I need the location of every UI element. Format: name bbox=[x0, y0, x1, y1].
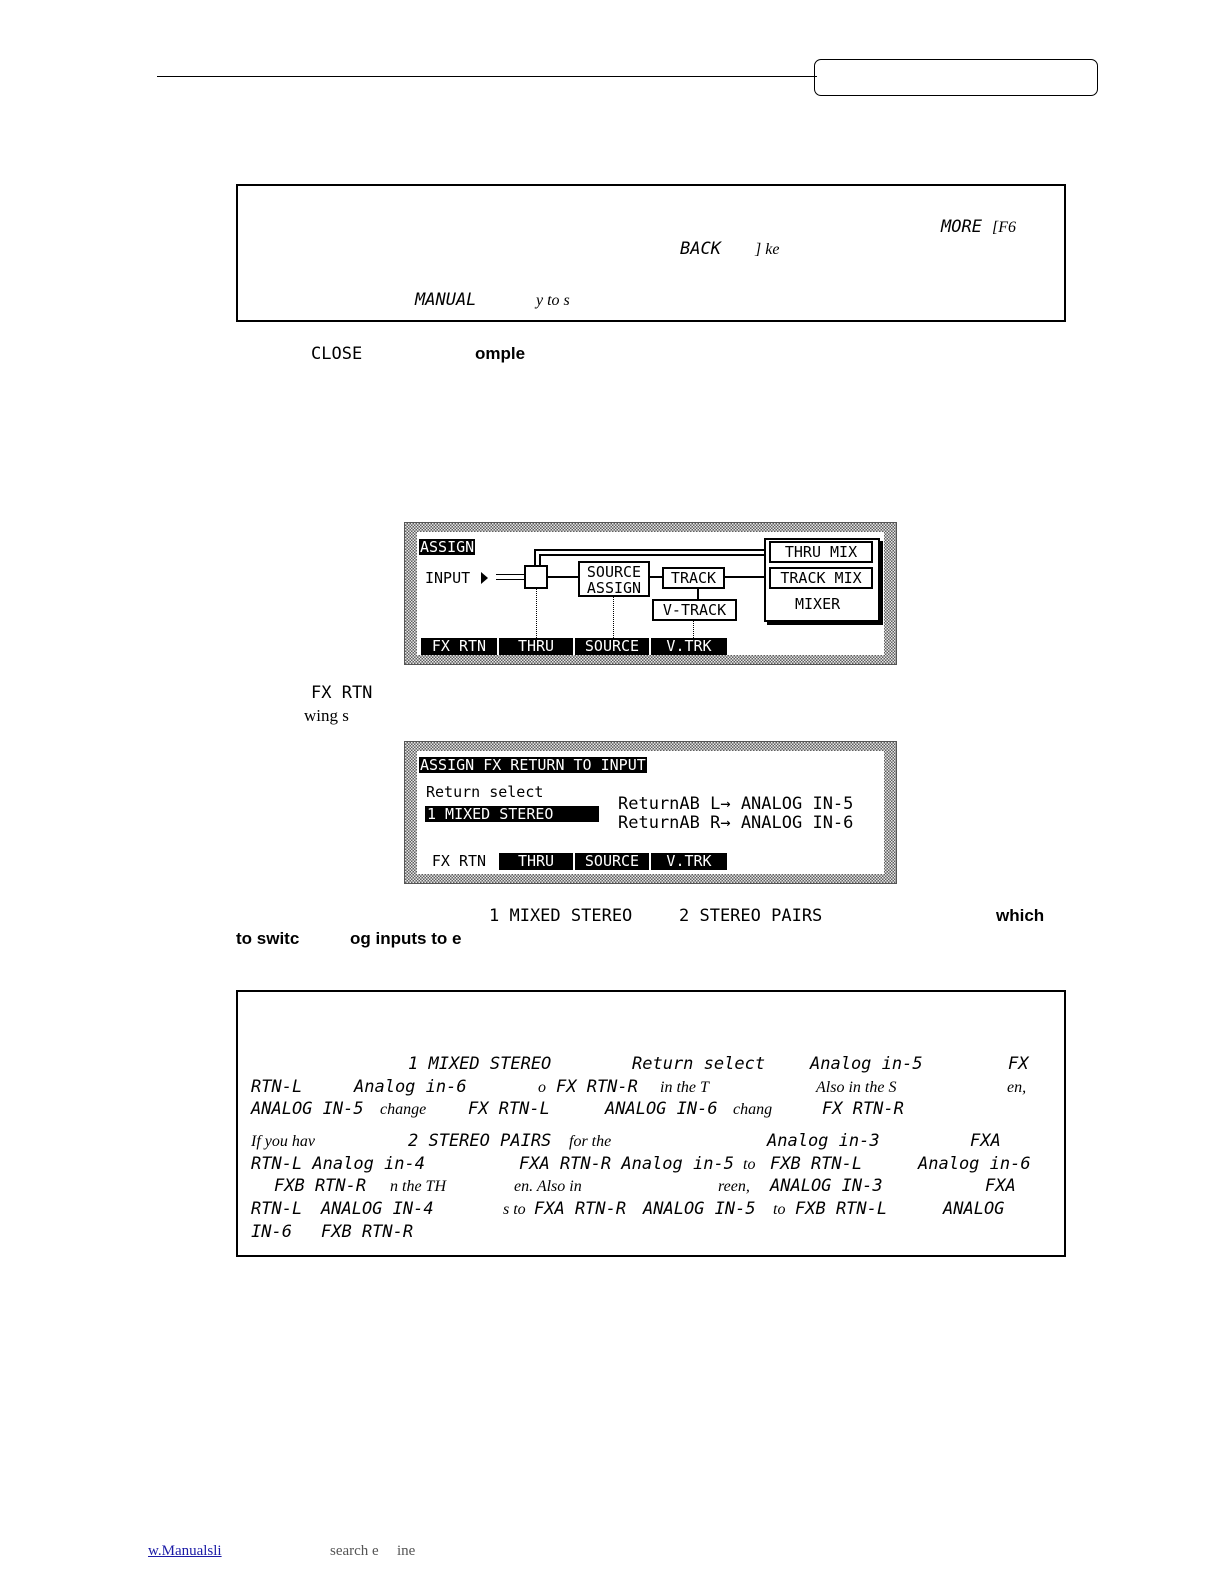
footer-link[interactable]: w.Manualsli bbox=[148, 1543, 222, 1559]
n2-ANALOG-IN6: ANALOG IN-6 bbox=[605, 1099, 718, 1119]
n2-analog-in5: Analog in-5 bbox=[810, 1054, 923, 1074]
lcd-title: ASSIGN bbox=[420, 538, 475, 556]
input-arrow-icon bbox=[481, 572, 488, 584]
n2-s-to: s to bbox=[503, 1201, 526, 1218]
n2-fx-rtn-r: FX RTN-R bbox=[556, 1077, 638, 1097]
footer-search: search e bbox=[330, 1543, 379, 1559]
return-select-label: Return select bbox=[426, 783, 544, 801]
n2-ANALOG-IN3: ANALOG IN-3 bbox=[770, 1176, 883, 1196]
vtrack-label: V-TRACK bbox=[662, 601, 727, 619]
wire bbox=[539, 554, 766, 556]
n2-analog-in6: Analog in-6 bbox=[354, 1077, 467, 1097]
fx-rtn-key: FX RTN bbox=[311, 683, 373, 703]
tab-thru[interactable]: THRU bbox=[499, 638, 573, 655]
n2-ANALOG-IN5: ANALOG IN-5 bbox=[251, 1099, 364, 1119]
track-mix-box bbox=[769, 567, 873, 589]
n2-fxb-rtn-r2: FXB RTN-R bbox=[321, 1222, 414, 1242]
wire bbox=[548, 576, 578, 578]
split-node bbox=[524, 565, 548, 589]
note-more-key: MORE bbox=[941, 217, 982, 237]
n2-o: o bbox=[538, 1079, 546, 1096]
wire bbox=[725, 576, 768, 578]
tab-vtrk[interactable]: V.TRK bbox=[651, 638, 727, 655]
para1-fragment: omple bbox=[475, 344, 526, 363]
wire bbox=[697, 589, 699, 599]
n2-ANALOG-IN4: ANALOG IN-4 bbox=[321, 1199, 434, 1219]
n2-reen: reen, bbox=[718, 1178, 750, 1195]
n2-fxa-rtn-r2: FXA RTN-R bbox=[534, 1199, 627, 1219]
n2-analog-in3: Analog in-3 bbox=[767, 1131, 880, 1151]
n2-also-s: Also in the S bbox=[816, 1079, 897, 1096]
guide-dotted bbox=[693, 621, 694, 638]
n2-fx: FX bbox=[1008, 1054, 1029, 1074]
n2-analog: ANALOG bbox=[943, 1199, 1005, 1219]
n2-if-you-hav: If you hav bbox=[251, 1133, 315, 1150]
track-mix-label: TRACK MIX bbox=[780, 569, 862, 587]
n2-in-the-t: in the T bbox=[660, 1079, 709, 1096]
n2-fxb-rtn-l: FXB RTN-L bbox=[770, 1154, 863, 1174]
n2-fxa: FXA bbox=[970, 1131, 1001, 1151]
note-y-to-s: y to s bbox=[536, 292, 570, 309]
thru-mix-box bbox=[769, 541, 873, 563]
tab-source[interactable]: SOURCE bbox=[575, 638, 649, 655]
thru-mix-label: THRU MIX bbox=[784, 543, 858, 561]
note-box-top bbox=[236, 184, 1066, 322]
n2-en-also: en. Also in bbox=[514, 1178, 582, 1195]
n2-change: change bbox=[380, 1101, 427, 1118]
header-rule bbox=[157, 76, 817, 77]
n2-rtn-l2: RTN-L bbox=[251, 1199, 303, 1219]
para3-og-inputs: og inputs to e bbox=[350, 929, 462, 948]
tab-vtrk[interactable]: V.TRK bbox=[651, 853, 727, 870]
para2-fragment: wing s bbox=[304, 706, 349, 725]
n2-for-the: for the bbox=[569, 1133, 612, 1150]
wire bbox=[496, 574, 524, 575]
tab-source[interactable]: SOURCE bbox=[575, 853, 649, 870]
option-mixed-stereo: 1 MIXED STEREO bbox=[489, 906, 633, 926]
function-tabs bbox=[421, 638, 741, 655]
note-ke: ] ke bbox=[755, 241, 780, 258]
n2-fx-rtn-r2: FX RTN-R bbox=[822, 1099, 904, 1119]
para3-which: which bbox=[996, 906, 1045, 925]
lcd2-title: ASSIGN FX RETURN TO INPUT bbox=[420, 756, 646, 774]
note-back-key: BACK bbox=[680, 239, 721, 259]
close-key: CLOSE bbox=[311, 344, 363, 364]
header-tab bbox=[814, 59, 1098, 96]
vtrack-box bbox=[652, 599, 737, 621]
tab-thru[interactable]: THRU bbox=[499, 853, 573, 870]
source-assign-line2: ASSIGN bbox=[586, 579, 642, 597]
input-label: INPUT bbox=[425, 569, 471, 587]
n2-mixed-stereo: 1 MIXED STEREO bbox=[408, 1054, 552, 1074]
n2-to: to bbox=[743, 1156, 756, 1173]
wire bbox=[534, 549, 536, 565]
return-select-value[interactable]: 1 MIXED STEREO bbox=[425, 806, 599, 822]
track-box bbox=[662, 567, 725, 589]
source-assign-box bbox=[578, 561, 650, 597]
function-tabs bbox=[421, 853, 741, 870]
guide-dotted bbox=[613, 597, 614, 638]
n2-in6: IN-6 bbox=[251, 1222, 292, 1242]
n2-return-select: Return select bbox=[632, 1054, 766, 1074]
lcd-fx-return-screen bbox=[404, 741, 897, 884]
note-manual-key: MANUAL bbox=[415, 290, 477, 310]
n2-fx-rtn-l: FX RTN-L bbox=[468, 1099, 550, 1119]
n2-fxb-rtn-l2: FXB RTN-L bbox=[795, 1199, 888, 1219]
n2-analog-in6b: Analog in-6 bbox=[918, 1154, 1031, 1174]
note-f6: [F6 bbox=[992, 219, 1016, 236]
n2-en: en, bbox=[1007, 1079, 1027, 1096]
guide-dotted bbox=[536, 589, 537, 638]
para3-to-switc: to switc bbox=[236, 929, 300, 948]
n2-chang: chang bbox=[733, 1101, 773, 1118]
n2-to2: to bbox=[773, 1201, 786, 1218]
n2-ANALOG-IN5b: ANALOG IN-5 bbox=[643, 1199, 756, 1219]
wire bbox=[534, 549, 766, 551]
lcd-assign-screen bbox=[404, 522, 897, 665]
mixer-label: MIXER bbox=[795, 595, 841, 613]
tab-fx-rtn[interactable]: FX RTN bbox=[421, 638, 497, 655]
n2-fxa2: FXA bbox=[985, 1176, 1016, 1196]
n2-n-the-th: n the TH bbox=[390, 1178, 446, 1195]
footer-ine: ine bbox=[397, 1543, 416, 1559]
track-label: TRACK bbox=[670, 569, 717, 587]
route-line-r: ReturnAB R→ ANALOG IN-6 bbox=[618, 813, 854, 833]
n2-fxa-rtn-r-analog-in5: FXA RTN-R Analog in-5 bbox=[519, 1154, 734, 1174]
source-assign-line1: SOURCE bbox=[586, 563, 642, 581]
n2-rtn-l: RTN-L bbox=[251, 1077, 303, 1097]
wire bbox=[496, 579, 524, 580]
option-stereo-pairs: 2 STEREO PAIRS bbox=[679, 906, 823, 926]
tab-fx-rtn[interactable]: FX RTN bbox=[431, 852, 487, 870]
wire bbox=[650, 576, 662, 578]
n2-rtn-l-analog-in4: RTN-L Analog in-4 bbox=[251, 1154, 425, 1174]
route-line-l: ReturnAB L→ ANALOG IN-5 bbox=[618, 794, 854, 814]
n2-stereo-pairs: 2 STEREO PAIRS bbox=[408, 1131, 552, 1151]
n2-fxb-rtn-r: FXB RTN-R bbox=[274, 1176, 367, 1196]
